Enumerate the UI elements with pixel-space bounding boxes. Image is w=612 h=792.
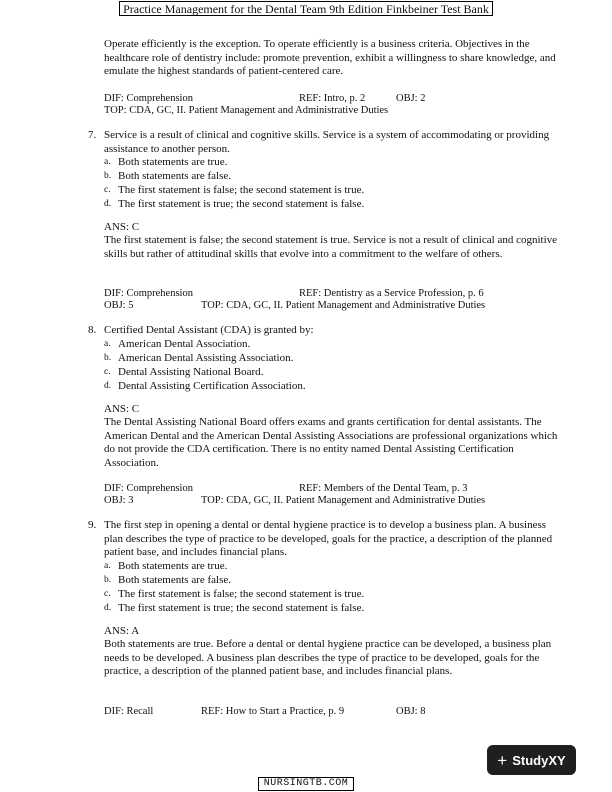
question-9-option-c: c. The first statement is false; the second statement is true. (104, 588, 365, 600)
question-7-answer: ANS: C (104, 221, 140, 233)
question-7-obj: OBJ: 5 (104, 300, 134, 311)
question-7-stem: Service is a result of clinical and cognitive skills. Service is a system of accommodating or providing assistance to another person. (104, 129, 550, 155)
plus-icon: + (497, 750, 508, 770)
question-8-dif: DIF: Comprehension (104, 483, 193, 494)
question-9-option-b: b. Both statements are false. (104, 574, 232, 586)
intro-obj: OBJ: 2 (396, 93, 426, 104)
question-9-answer: ANS: A (104, 625, 140, 637)
question-7-top: TOP: CDA, GC, II. Patient Management and Administrative Duties (201, 300, 486, 311)
question-9-option-a: a. Both statements are true. (104, 560, 228, 572)
question-8-obj: OBJ: 3 (104, 495, 134, 506)
footer-watermark: NURSINGTB.COM (258, 777, 354, 791)
question-7-rationale: The first statement is false; the second statement is true. Service is not a result of clinical and cognitive skills but rather of attitudinal skills that evolve into a commitment to the welfare of others. (104, 234, 558, 260)
question-7-number: 7. (88, 129, 97, 141)
intro-top: TOP: CDA, GC, II. Patient Management and Administrative Duties (104, 105, 389, 116)
intro-ref: REF: Intro, p. 2 (299, 93, 366, 104)
question-8-stem: Certified Dental Assistant (CDA) is granted by: (104, 324, 314, 336)
question-7-option-d: d. The first statement is true; the second statement is false. (104, 198, 365, 210)
studyxy-badge[interactable] (487, 745, 576, 775)
studyxy-badge-label: StudyXY (512, 752, 566, 768)
page-header-title: Practice Management for the Dental Team 9th Edition Finkbeiner Test Bank (119, 1, 493, 16)
question-8-answer: ANS: C (104, 403, 140, 415)
question-8-option-d: d. Dental Assisting Certification Association. (104, 380, 306, 392)
question-9-obj: OBJ: 8 (396, 706, 426, 717)
question-8-number: 8. (88, 324, 97, 336)
question-7-option-a: a. Both statements are true. (104, 156, 228, 168)
question-8-top: TOP: CDA, GC, II. Patient Management and Administrative Duties (201, 495, 486, 506)
question-9-ref: REF: How to Start a Practice, p. 9 (201, 706, 345, 717)
question-8-option-b: b. American Dental Assisting Association. (104, 352, 294, 364)
question-9-rationale: Both statements are true. Before a dental or dental hygiene practice can be developed, a business plan needs to be developed. A business plan describes the type of practice to be developed, goals for the practice, a description of the planned patient base, and includes financial plans. (104, 638, 552, 677)
question-8-ref: REF: Members of the Dental Team, p. 3 (299, 483, 468, 494)
question-9-option-d: d. The first statement is true; the second statement is false. (104, 602, 365, 614)
question-8-rationale: The Dental Assisting National Board offers exams and grants certification for dental assistants. The American Dental and the American Dental Assisting Associations are professional organizations which do not provide the CDA certification. There is no entity named Dental Assisting Certification Association. (104, 416, 558, 469)
question-7-dif: DIF: Comprehension (104, 288, 193, 299)
question-8-option-a: a. American Dental Association. (104, 338, 251, 350)
intro-rationale: Operate efficiently is the exception. To operate efficiently is a business criteria. Objectives in the healthcare role of dentistry include: promote prevention, exhibit a willingness to share knowledge, and emulate the highest standards of patient-centered care. (104, 38, 556, 77)
question-7-ref: REF: Dentistry as a Service Profession, p. 6 (299, 288, 484, 299)
question-9-stem: The first step in opening a dental or dental hygiene practice is to develop a business plan. A business plan describes the type of practice to be developed, goals for the practice, a description of the planned patient base, and includes financial plans. (104, 519, 553, 558)
question-8-option-c: c. Dental Assisting National Board. (104, 366, 264, 378)
question-7-option-c: c. The first statement is false; the second statement is true. (104, 184, 365, 196)
intro-dif: DIF: Comprehension (104, 93, 193, 104)
question-7-option-b: b. Both statements are false. (104, 170, 232, 182)
question-9-dif: DIF: Recall (104, 706, 154, 717)
question-9-number: 9. (88, 519, 97, 531)
